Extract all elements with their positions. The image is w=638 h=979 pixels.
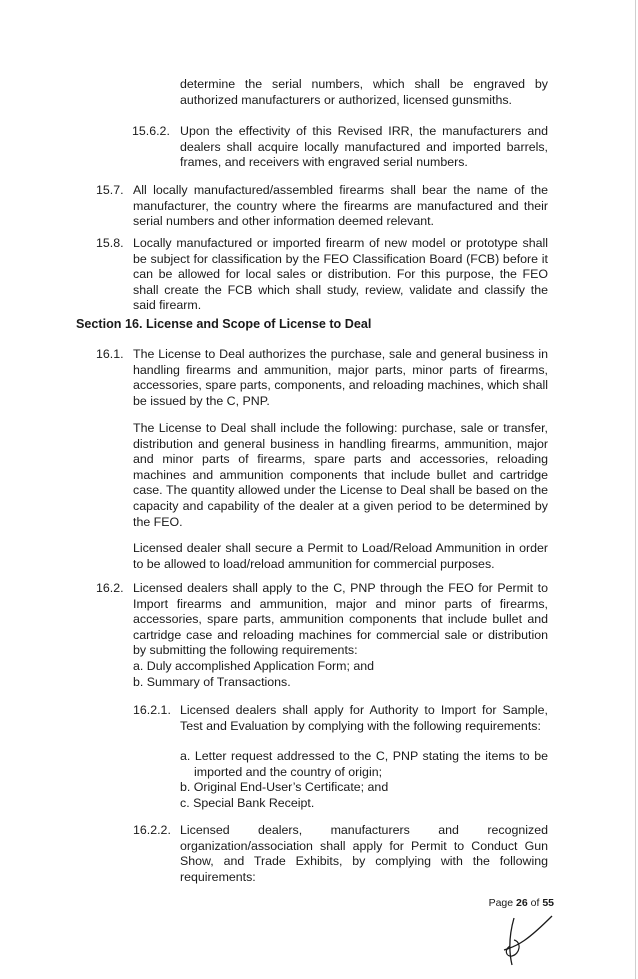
clause-15-7: [96, 183, 548, 230]
clause-text: All locally manufactured/assembled firearms shall bear the name of the manufacturer, the country where the firearms are manufactured and their serial numbers and other information deemed relevant.: [133, 183, 548, 229]
clause-16-2: [96, 581, 548, 659]
paragraph-16-1-scope: The License to Deal shall include the following: purchase, sale or transfer, distribution and general business in handling firearms, ammunition, major and minor parts of firearms, spare parts and accessories, reloading machines and ammunition components that include bullet and cartridge case. The quantity allowed under the License to Deal shall be based on the capacity and capability of the dealer at a given period to be determined by the FEO.: [133, 421, 548, 529]
clause-text: Licensed dealers shall apply to the C, PNP through the FEO for Permit to Import firearms and ammunition, major and minor parts of firearms, accessories, spare parts, ammunition components that include bullet and cartridge case and reloading machines for commercial sale or distribution by submitting the following requirements:: [133, 581, 548, 658]
clause-text: Locally manufactured or imported firearm of new model or prototype shall be subject for classification by the FEO Classification Board (FCB) before it can be allowed for local sales or distribution. For this purpose, the FEO shall create the FCB which shall study, review, validate and classify the said firearm.: [133, 236, 548, 313]
paragraph-16-1-reload: Licensed dealer shall secure a Permit to Load/Reload Ammunition in order to be allowed to load/reload ammunition for commercial purposes.: [133, 541, 548, 571]
clause-16-1: [96, 347, 548, 409]
paragraph-continuation: determine the serial numbers, which shall be engraved by authorized manufacturers or authorized, licensed gunsmiths.: [180, 77, 548, 107]
clause-text: The License to Deal authorizes the purchase, sale and general business in handling firearms and ammunition, major parts, minor parts of firearms, accessories, spare parts, components, and reloading machines, which shall be issued by the C, PNP.: [133, 347, 548, 408]
clause-number: 15.6.2.: [132, 124, 170, 138]
clause-number: 16.2.: [96, 581, 124, 595]
clause-number: 16.2.2.: [133, 823, 171, 837]
clause-text: Licensed dealers, manufacturers and recognized organization/association shall apply for Permit to Conduct Gun Show, and Trade Exhibits, by complying with the following requirements:: [180, 823, 548, 884]
page-edge: [635, 0, 636, 979]
section-heading: Section 16. License and Scope of License to Deal: [76, 317, 372, 331]
clause-number: 16.1.: [96, 347, 124, 361]
page-number: Page 26 of 55: [488, 897, 554, 909]
initials-signature: [500, 910, 560, 970]
list-item: c. Special Bank Receipt.: [180, 796, 315, 810]
clause-15-8: [96, 236, 548, 314]
list-item: b. Original End-User’s Certificate; and: [180, 780, 389, 794]
list-item: a. Duly accomplished Application Form; and: [133, 659, 375, 673]
clause-text: Licensed dealers shall apply for Authority to Import for Sample, Test and Evaluation by complying with the following requirements:: [180, 703, 548, 733]
clause-number: 15.8.: [96, 236, 124, 250]
clause-16-2-2: [133, 823, 548, 885]
clause-number: 16.2.1.: [133, 703, 171, 717]
total-pages: 55: [542, 897, 554, 909]
current-page: 26: [516, 897, 528, 909]
clause-number: 15.7.: [96, 183, 124, 197]
list-item: b. Summary of Transactions.: [133, 675, 291, 689]
clause-16-2-1: [133, 703, 548, 734]
list-item: a. Letter request addressed to the C, PNP stating the items to be imported and the country of origin;: [180, 749, 548, 779]
clause-15-6-2: [132, 124, 548, 171]
clause-text: Upon the effectivity of this Revised IRR, the manufacturers and dealers shall acquire locally manufactured and imported barrels, frames, and receivers with engraved serial numbers.: [180, 124, 548, 170]
